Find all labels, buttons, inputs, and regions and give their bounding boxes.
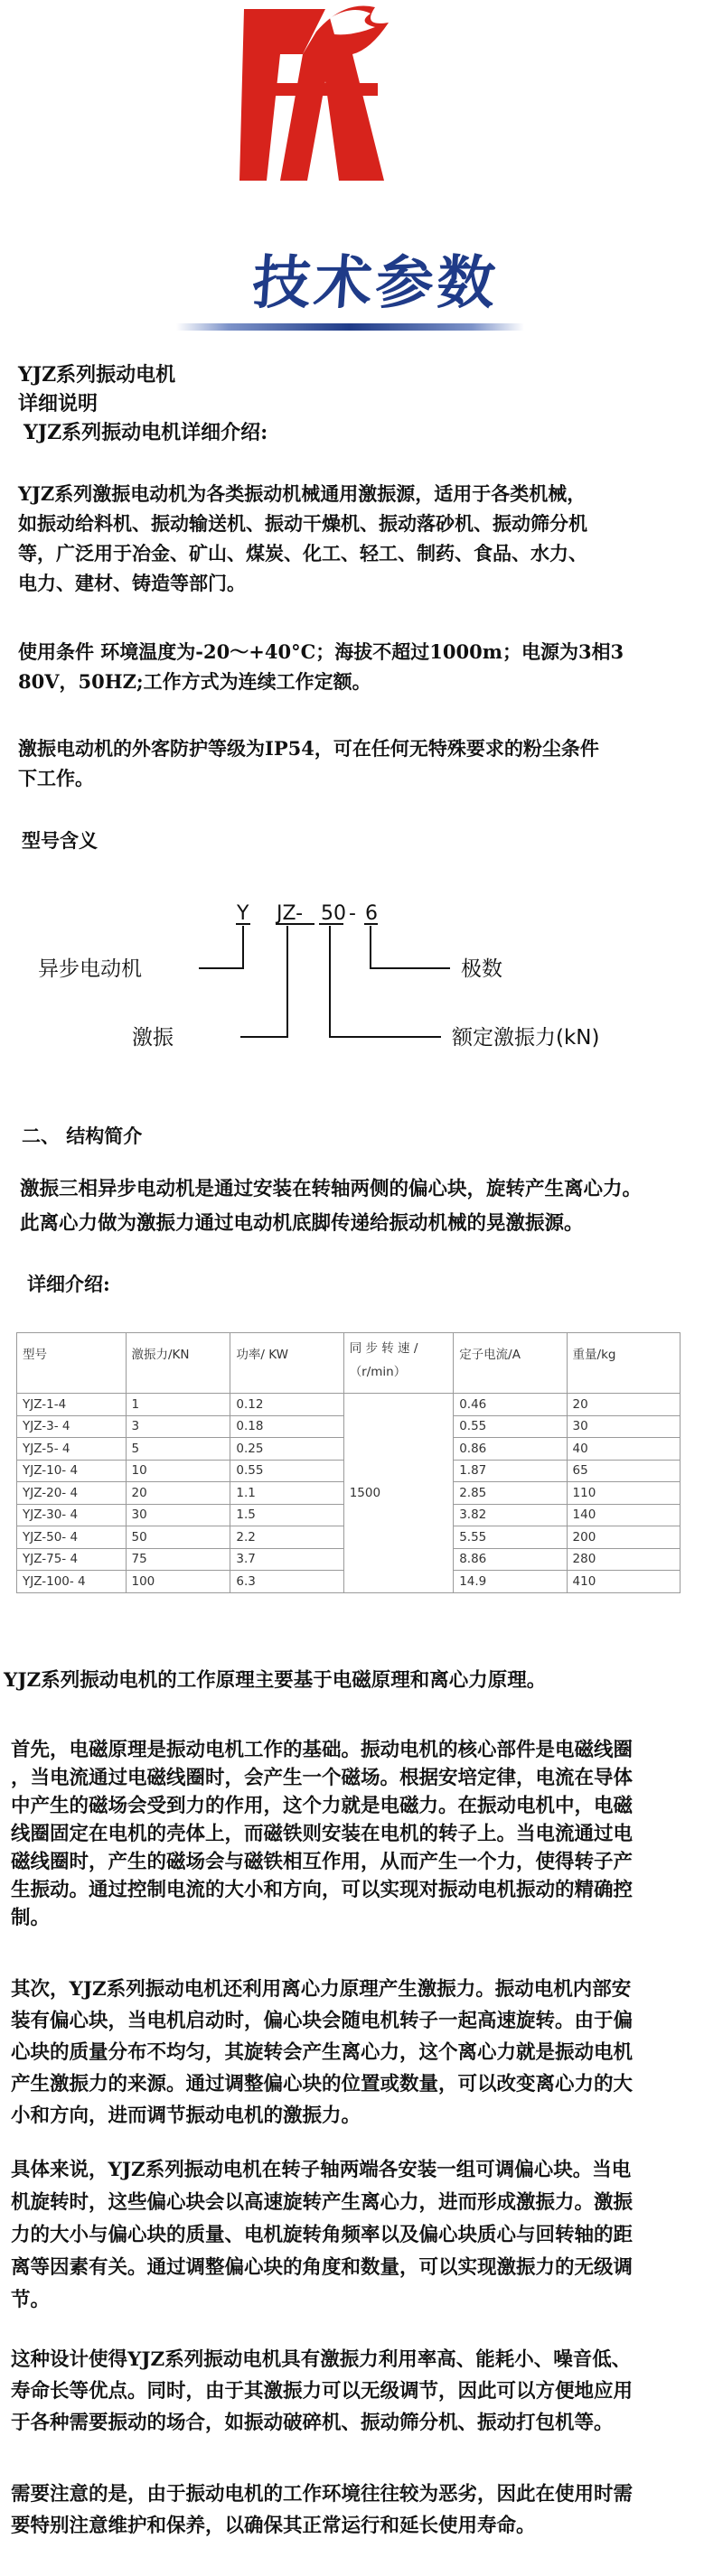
cell-force: 3: [126, 1415, 230, 1438]
cell-weight: 140: [567, 1504, 680, 1526]
table-row: [17, 1394, 681, 1416]
label-rated-force: 额定激振力(kN): [452, 1026, 600, 1050]
cell-model: YJZ-1-4: [17, 1394, 127, 1416]
principle-intro: YJZ系列振动电机的工作原理主要基于电磁原理和离心力原理。: [4, 1669, 547, 1692]
principle-paragraph-3: [11, 2154, 696, 2317]
header-cell: 型号: [17, 1333, 127, 1394]
header-cell: 重量/kg: [567, 1333, 680, 1394]
code-jz: JZ-: [277, 902, 304, 925]
cell-power: 0.25: [230, 1438, 343, 1461]
principle-paragraph-1: [11, 1736, 696, 1932]
cell-force: 100: [126, 1571, 230, 1593]
cell-current: 1.87: [454, 1460, 567, 1482]
model-code-diagram: [0, 894, 704, 1102]
text-line: 力的大小与偏心块的质量、电机旋转角频率以及偏心块质心与回转轴的距: [11, 2224, 634, 2246]
text-line: 线圈固定在电机的壳体上，而磁铁则安装在电机的转子上。当电流通过电: [11, 1823, 634, 1845]
intro-subtitle-2: YJZ系列振动电机详细介绍:: [23, 421, 268, 444]
text-line: 如振动给料机、振动输送机、振动干燥机、振动落砂机、振动筛分机: [18, 512, 587, 535]
text-line: 生振动。通过控制电流的大小和方向，可以实现对振动电机振动的精确控: [11, 1879, 634, 1901]
cell-weight: 40: [567, 1438, 680, 1461]
text-line: 使用条件 环境温度为-20～+40°C；海拔不超过1000m；电源为3相3: [18, 640, 624, 663]
cell-power: 3.7: [230, 1548, 343, 1571]
text-line: YJZ系列激振电动机为各类振动机械通用激振源，适用于各类机械，: [18, 482, 587, 505]
text-line: 机旋转时，这些偏心块会以高速旋转产生离心力，进而形成激振力。激振: [11, 2191, 634, 2214]
paragraph-protection: [18, 733, 687, 793]
label-excitation: 激振: [132, 1026, 174, 1050]
text-line: 磁线圈时，产生的磁场会与磁铁相互作用，从而产生一个力，使得转子产: [11, 1851, 634, 1873]
cell-force: 75: [126, 1548, 230, 1571]
text-line: 节。: [11, 2289, 51, 2311]
text-line: 激振电动机的外客防护等级为IP54，可在任何无特殊要求的粉尘条件: [18, 737, 599, 760]
cell-weight: 65: [567, 1460, 680, 1482]
text-line: 心块的质量分布不均匀，其旋转会产生离心力，这个离心力就是振动电机: [11, 2041, 634, 2064]
heading-underline: [176, 323, 524, 331]
cell-power: 0.12: [230, 1394, 343, 1416]
code-6: 6: [365, 902, 378, 925]
header-cell: 定子电流/A: [454, 1333, 567, 1394]
text-line: 激振三相异步电动机是通过安装在转轴两侧的偏心块，旋转产生离心力。: [20, 1178, 643, 1200]
text-line: 装有偏心块，当电机启动时，偏心块会随电机转子一起高速旋转。由于偏: [11, 2010, 634, 2032]
label-async-motor: 异步电动机: [38, 957, 142, 981]
principle-paragraph-4: [11, 2344, 696, 2439]
cell-model: YJZ-100- 4: [17, 1571, 127, 1593]
intro-title: YJZ系列振动电机: [18, 363, 176, 387]
company-logo: [217, 0, 402, 194]
cell-power: 2.2: [230, 1526, 343, 1549]
code-50: 50: [321, 902, 346, 925]
text-line: 产生激振力的来源。通过调整偏心块的位置或数量，可以改变离心力的大: [11, 2073, 634, 2095]
intro-subtitle: 详细说明: [18, 392, 99, 415]
text-line: ，当电流通过电磁线圈时，会产生一个磁场。根据安培定律，电流在导体: [11, 1767, 634, 1789]
text-line: 寿命长等优点。同时，由于其激振力可以无级调节，因此可以方便地应用: [11, 2380, 634, 2403]
detail-label: 详细介绍:: [27, 1273, 110, 1295]
cell-model: YJZ-50- 4: [17, 1526, 127, 1549]
label-poles: 极数: [461, 957, 502, 981]
cell-model: YJZ-75- 4: [17, 1548, 127, 1571]
cell-weight: 30: [567, 1415, 680, 1438]
paragraph-conditions: [18, 637, 687, 696]
text-line: 下工作。: [18, 767, 94, 789]
cell-power: 0.55: [230, 1460, 343, 1482]
table-header-row: [17, 1333, 681, 1394]
principle-paragraph-2: [11, 1974, 696, 2132]
text-line: 需要注意的是，由于振动电机的工作环境往往较为恶劣，因此在使用时需: [11, 2483, 634, 2506]
header-cell: 激振力/KN: [126, 1333, 230, 1394]
cell-power: 1.5: [230, 1504, 343, 1526]
text-line: 要特别注意维护和保养，以确保其正常运行和延长使用寿命。: [11, 2515, 536, 2537]
text-line: 具体来说，YJZ系列振动电机在转子轴两端各安装一组可调偏心块。当电: [11, 2159, 632, 2181]
cell-weight: 410: [567, 1571, 680, 1593]
cell-model: YJZ-30- 4: [17, 1504, 127, 1526]
text-line: 这种设计使得YJZ系列振动电机具有激振力利用率高、能耗小、噪音低、: [11, 2348, 632, 2371]
cell-current: 5.55: [454, 1526, 567, 1549]
cell-current: 0.55: [454, 1415, 567, 1438]
cell-force: 50: [126, 1526, 230, 1549]
cell-weight: 110: [567, 1482, 680, 1505]
cell-force: 30: [126, 1504, 230, 1526]
cell-power: 6.3: [230, 1571, 343, 1593]
section2-body: [20, 1172, 698, 1241]
cell-model: YJZ-10- 4: [17, 1460, 127, 1482]
model-meaning-label: 型号含义: [22, 829, 98, 852]
cell-model: YJZ-20- 4: [17, 1482, 127, 1505]
header-cell: 功率/ KW: [230, 1333, 343, 1394]
cell-force: 1: [126, 1394, 230, 1416]
principle-paragraph-5: [11, 2478, 696, 2542]
cell-model: YJZ-5- 4: [17, 1438, 127, 1461]
code-dash: -: [349, 902, 356, 925]
cell-current: 14.9: [454, 1571, 567, 1593]
cell-weight: 200: [567, 1526, 680, 1549]
text-line: 制。: [11, 1907, 51, 1929]
cell-current: 3.82: [454, 1504, 567, 1526]
cell-force: 20: [126, 1482, 230, 1505]
header-cell: 同 步 转 速 /（r/min）: [343, 1333, 454, 1394]
text-line: 于各种需要振动的场合，如振动破碎机、振动筛分机、振动打包机等。: [11, 2412, 614, 2434]
text-line: 电力、建材、铸造等部门。: [18, 572, 246, 594]
cell-force: 5: [126, 1438, 230, 1461]
text-line: 80V，50HZ;工作方式为连续工作定额。: [18, 670, 371, 693]
cell-force: 10: [126, 1460, 230, 1482]
cell-weight: 280: [567, 1548, 680, 1571]
text-line: 小和方向，进而调节振动电机的激振力。: [11, 2105, 361, 2127]
cell-weight: 20: [567, 1394, 680, 1416]
cell-current: 0.46: [454, 1394, 567, 1416]
cell-current: 8.86: [454, 1548, 567, 1571]
text-line: 等，广泛用于冶金、矿山、煤炭、化工、轻工、制药、食品、水力、: [18, 542, 587, 565]
section-heading: 技术参数: [249, 250, 502, 317]
text-line: 此离心力做为激振力通过电动机底脚传递给振动机械的晃激振源。: [20, 1212, 584, 1235]
cell-speed: 1500: [343, 1394, 454, 1593]
text-line: 其次，YJZ系列振动电机还利用离心力原理产生激振力。振动电机内部安: [11, 1978, 632, 2001]
cell-current: 0.86: [454, 1438, 567, 1461]
spec-table: [16, 1332, 681, 1593]
code-y: Y: [237, 902, 249, 925]
section2-title: 二、 结构简介: [22, 1125, 143, 1147]
text-line: 中产生的磁场会受到力的作用，这个力就是电磁力。在振动电机中，电磁: [11, 1795, 634, 1817]
cell-model: YJZ-3- 4: [17, 1415, 127, 1438]
text-line: 离等因素有关。通过调整偏心块的角度和数量，可以实现激振力的无级调: [11, 2256, 634, 2279]
cell-power: 1.1: [230, 1482, 343, 1505]
cell-power: 0.18: [230, 1415, 343, 1438]
text-line: 首先，电磁原理是振动电机工作的基础。振动电机的核心部件是电磁线圈: [11, 1739, 634, 1761]
cell-current: 2.85: [454, 1482, 567, 1505]
paragraph-applications: [18, 479, 687, 598]
